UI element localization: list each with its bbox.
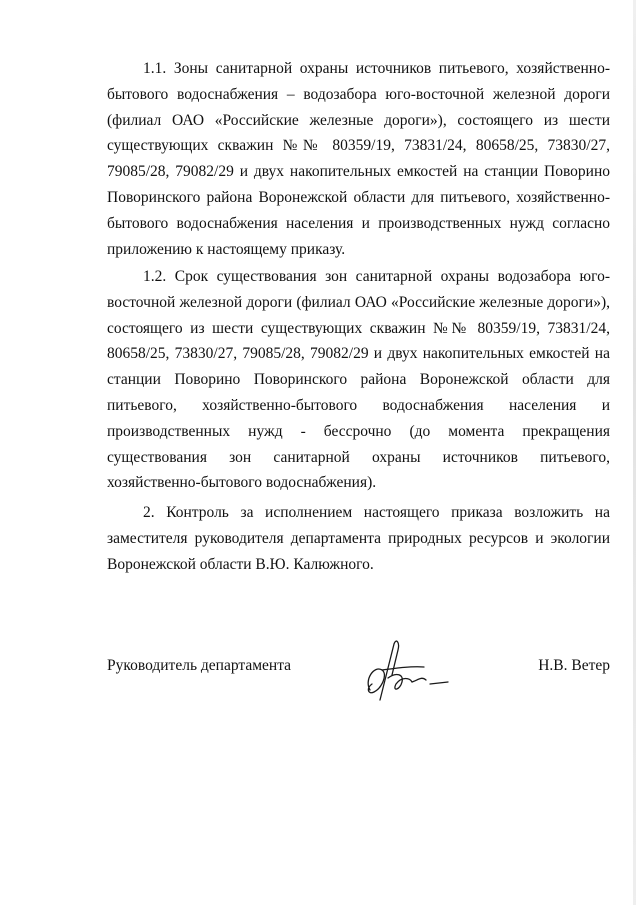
handwritten-signature	[352, 630, 462, 710]
paragraph-text: 2. Контроль за исполнением настоящего приказа возложить на заместителя руководителя департамента природных ресурсов и экологии Воронежской области В.Ю. Калюжного.	[107, 504, 610, 573]
paragraph-text: 1.1. Зоны санитарной охраны источников питьевого, хозяйственно-бытового водоснабжения – водозабора юго-восточной железной дороги (филиал ОАО «Российские железные дороги»), состоящего из шести существующих скважин №№ 80359/19, 73831/24, 80658/25, 73830/27, 79085/28, 79082/29 и двух накопительных емкостей на станции Поворино Поворинского района Воронежской области для питьевого, хозяйственно-бытового водоснабжения населения и производственных нужд согласно приложению к настоящему приказу.	[107, 60, 610, 258]
signatory-title: Руководитель департамента	[107, 657, 292, 674]
scan-edge-shadow	[633, 0, 636, 905]
signatory-name: Н.В. Ветер	[538, 657, 610, 674]
signature-block	[107, 650, 610, 710]
paragraph-2	[107, 500, 610, 577]
paragraph-text: 1.2. Срок существования зон санитарной охраны водозабора юго-восточной железной дороги (филиал ОАО «Российские железные дороги»), состоящего из шести существующих скважин №№ 80359/19, 73831/24, 80658/25, 73830/27, 79085/28, 79082/29 и двух накопительных емкостей на станции Поворино Поворинского района Воронежской области для питьевого, хозяйственно-бытового водоснабжения населения и производственных нужд - бессрочно (до момента прекращения существования зон санитарной охраны источников питьевого, хозяйственно-бытового водоснабжения).	[107, 268, 610, 492]
paragraph-1-1	[107, 56, 610, 262]
paragraph-1-2	[107, 264, 610, 496]
